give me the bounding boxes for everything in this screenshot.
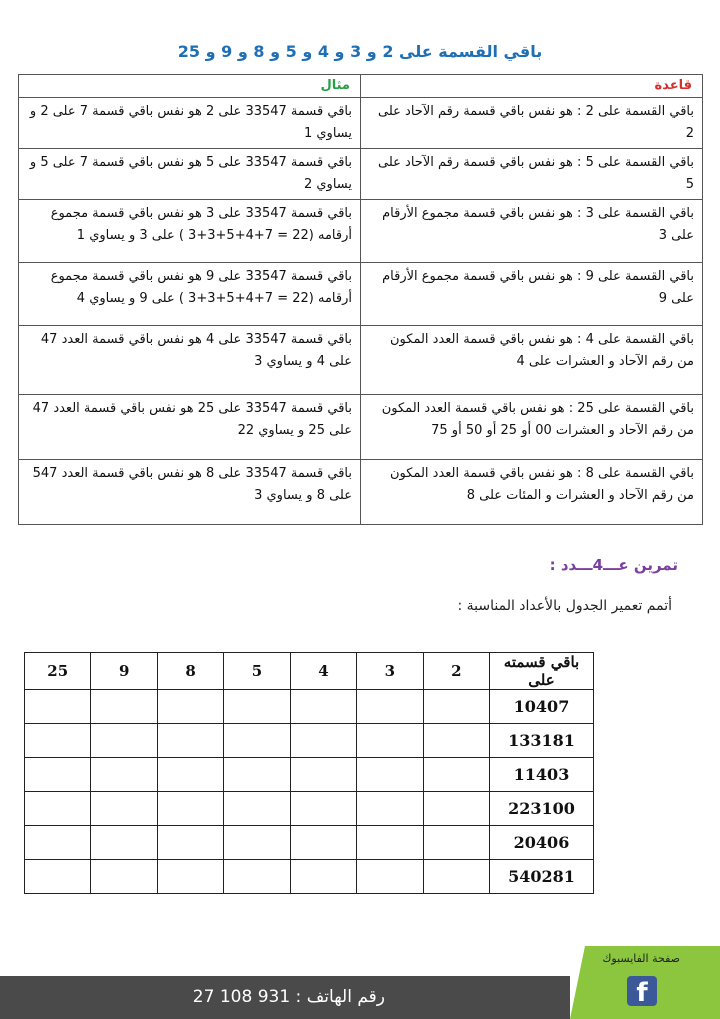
answer-cell[interactable] <box>423 758 489 792</box>
answer-cell[interactable] <box>224 792 290 826</box>
example-column-header: مثال <box>19 75 361 98</box>
exercise-row <box>25 792 594 826</box>
answer-cell[interactable] <box>157 690 223 724</box>
divisor-header: 5 <box>224 653 290 690</box>
rules-header-row <box>19 75 703 98</box>
number-cell: 11403 <box>490 758 594 792</box>
example-cell: باقي قسمة 33547 على 25 هو نفس باقي قسمة العدد 47 على 25 و يساوي 22 <box>19 395 361 460</box>
answer-cell[interactable] <box>357 860 423 894</box>
number-cell: 20406 <box>490 826 594 860</box>
exercise-title-tail: ـــدد : <box>549 556 593 574</box>
divisor-header: 2 <box>423 653 489 690</box>
rule-row <box>19 200 703 263</box>
exercise-title-word: تمرين عـــ <box>603 556 678 574</box>
exercise-instruction: أتمم تعمير الجدول بالأعداد المناسبة : <box>457 598 672 614</box>
divisor-header: 8 <box>157 653 223 690</box>
rule-row <box>19 460 703 525</box>
phone-number: رقم الهاتف : 931 108 27 <box>192 987 385 1007</box>
exercise-row <box>25 690 594 724</box>
facebook-icon[interactable]: f <box>627 976 657 1006</box>
rule-cell: باقي القسمة على 9 : هو نفس باقي قسمة مجموع الأرقام على 9 <box>361 263 703 326</box>
rule-row <box>19 263 703 326</box>
answer-cell[interactable] <box>423 724 489 758</box>
answer-cell[interactable] <box>91 724 157 758</box>
example-cell: باقي قسمة 33547 على 3 هو نفس باقي قسمة مجموع أرقامه (22 = 7+4+5+3+3 ) على 3 و يساوي 1 <box>19 200 361 263</box>
example-cell: باقي قسمة 33547 على 5 هو نفس باقي قسمة 7 على 5 و يساوي 2 <box>19 149 361 200</box>
rules-table <box>18 74 703 525</box>
rule-row <box>19 395 703 460</box>
rule-cell: باقي القسمة على 8 : هو نفس باقي قسمة العدد المكون من رقم الآحاد و العشرات و المئات على 8 <box>361 460 703 525</box>
answer-cell[interactable] <box>423 860 489 894</box>
facebook-page-label: صفحة الفايسبوك <box>602 952 680 965</box>
answer-cell[interactable] <box>357 758 423 792</box>
answer-cell[interactable] <box>157 826 223 860</box>
divisor-header: 3 <box>357 653 423 690</box>
number-cell: 133181 <box>490 724 594 758</box>
exercise-row <box>25 758 594 792</box>
exercise-row <box>25 860 594 894</box>
answer-cell[interactable] <box>290 724 356 758</box>
answer-cell[interactable] <box>357 724 423 758</box>
answer-cell[interactable] <box>290 758 356 792</box>
answer-cell[interactable] <box>157 792 223 826</box>
number-cell: 540281 <box>490 860 594 894</box>
answer-cell[interactable] <box>224 758 290 792</box>
answer-cell[interactable] <box>290 690 356 724</box>
exercise-header-first: باقي قسمته على <box>490 653 594 690</box>
rule-column-header: قاعدة <box>361 75 703 98</box>
exercise-row <box>25 724 594 758</box>
page-title: باقي القسمة على 2 و 3 و 4 و 5 و 8 و 9 و 25 <box>177 42 543 61</box>
example-cell: باقي قسمة 33547 على 2 هو نفس باقي قسمة 7 على 2 و يساوي 1 <box>19 98 361 149</box>
answer-cell[interactable] <box>290 792 356 826</box>
rule-cell: باقي القسمة على 3 : هو نفس باقي قسمة مجموع الأرقام على 3 <box>361 200 703 263</box>
example-cell: باقي قسمة 33547 على 4 هو نفس باقي قسمة العدد 47 على 4 و يساوي 3 <box>19 326 361 395</box>
rule-row <box>19 326 703 395</box>
number-cell: 223100 <box>490 792 594 826</box>
answer-cell[interactable] <box>25 758 91 792</box>
exercise-row <box>25 826 594 860</box>
answer-cell[interactable] <box>224 826 290 860</box>
answer-cell[interactable] <box>357 826 423 860</box>
exercise-title <box>550 556 678 574</box>
answer-cell[interactable] <box>25 792 91 826</box>
answer-cell[interactable] <box>25 860 91 894</box>
answer-cell[interactable] <box>91 758 157 792</box>
answer-cell[interactable] <box>423 826 489 860</box>
answer-cell[interactable] <box>224 860 290 894</box>
rule-row <box>19 149 703 200</box>
divisor-header: 25 <box>25 653 91 690</box>
answer-cell[interactable] <box>91 792 157 826</box>
divisor-header: 4 <box>290 653 356 690</box>
answer-cell[interactable] <box>357 690 423 724</box>
rule-cell: باقي القسمة على 25 : هو نفس باقي قسمة العدد المكون من رقم الآحاد و العشرات 00 أو 25 أو 50 أو 75 <box>361 395 703 460</box>
rule-row <box>19 98 703 149</box>
answer-cell[interactable] <box>423 792 489 826</box>
answer-cell[interactable] <box>157 758 223 792</box>
answer-cell[interactable] <box>25 826 91 860</box>
answer-cell[interactable] <box>290 826 356 860</box>
exercise-number: 4 <box>592 556 603 574</box>
answer-cell[interactable] <box>25 690 91 724</box>
rule-cell: باقي القسمة على 5 : هو نفس باقي قسمة رقم الآحاد على 5 <box>361 149 703 200</box>
rule-cell: باقي القسمة على 2 : هو نفس باقي قسمة رقم الآحاد على 2 <box>361 98 703 149</box>
answer-cell[interactable] <box>91 860 157 894</box>
example-cell: باقي قسمة 33547 على 9 هو نفس باقي قسمة مجموع أرقامه (22 = 7+4+5+3+3 ) على 9 و يساوي 4 <box>19 263 361 326</box>
number-cell: 10407 <box>490 690 594 724</box>
rule-cell: باقي القسمة على 4 : هو نفس باقي قسمة العدد المكون من رقم الآحاد و العشرات على 4 <box>361 326 703 395</box>
divisor-header: 9 <box>91 653 157 690</box>
exercise-table <box>24 652 594 894</box>
answer-cell[interactable] <box>224 724 290 758</box>
answer-cell[interactable] <box>91 690 157 724</box>
answer-cell[interactable] <box>357 792 423 826</box>
example-cell: باقي قسمة 33547 على 8 هو نفس باقي قسمة العدد 547 على 8 و يساوي 3 <box>19 460 361 525</box>
answer-cell[interactable] <box>224 690 290 724</box>
answer-cell[interactable] <box>423 690 489 724</box>
answer-cell[interactable] <box>91 826 157 860</box>
answer-cell[interactable] <box>157 724 223 758</box>
exercise-header-row <box>25 653 594 690</box>
answer-cell[interactable] <box>157 860 223 894</box>
answer-cell[interactable] <box>290 860 356 894</box>
answer-cell[interactable] <box>25 724 91 758</box>
